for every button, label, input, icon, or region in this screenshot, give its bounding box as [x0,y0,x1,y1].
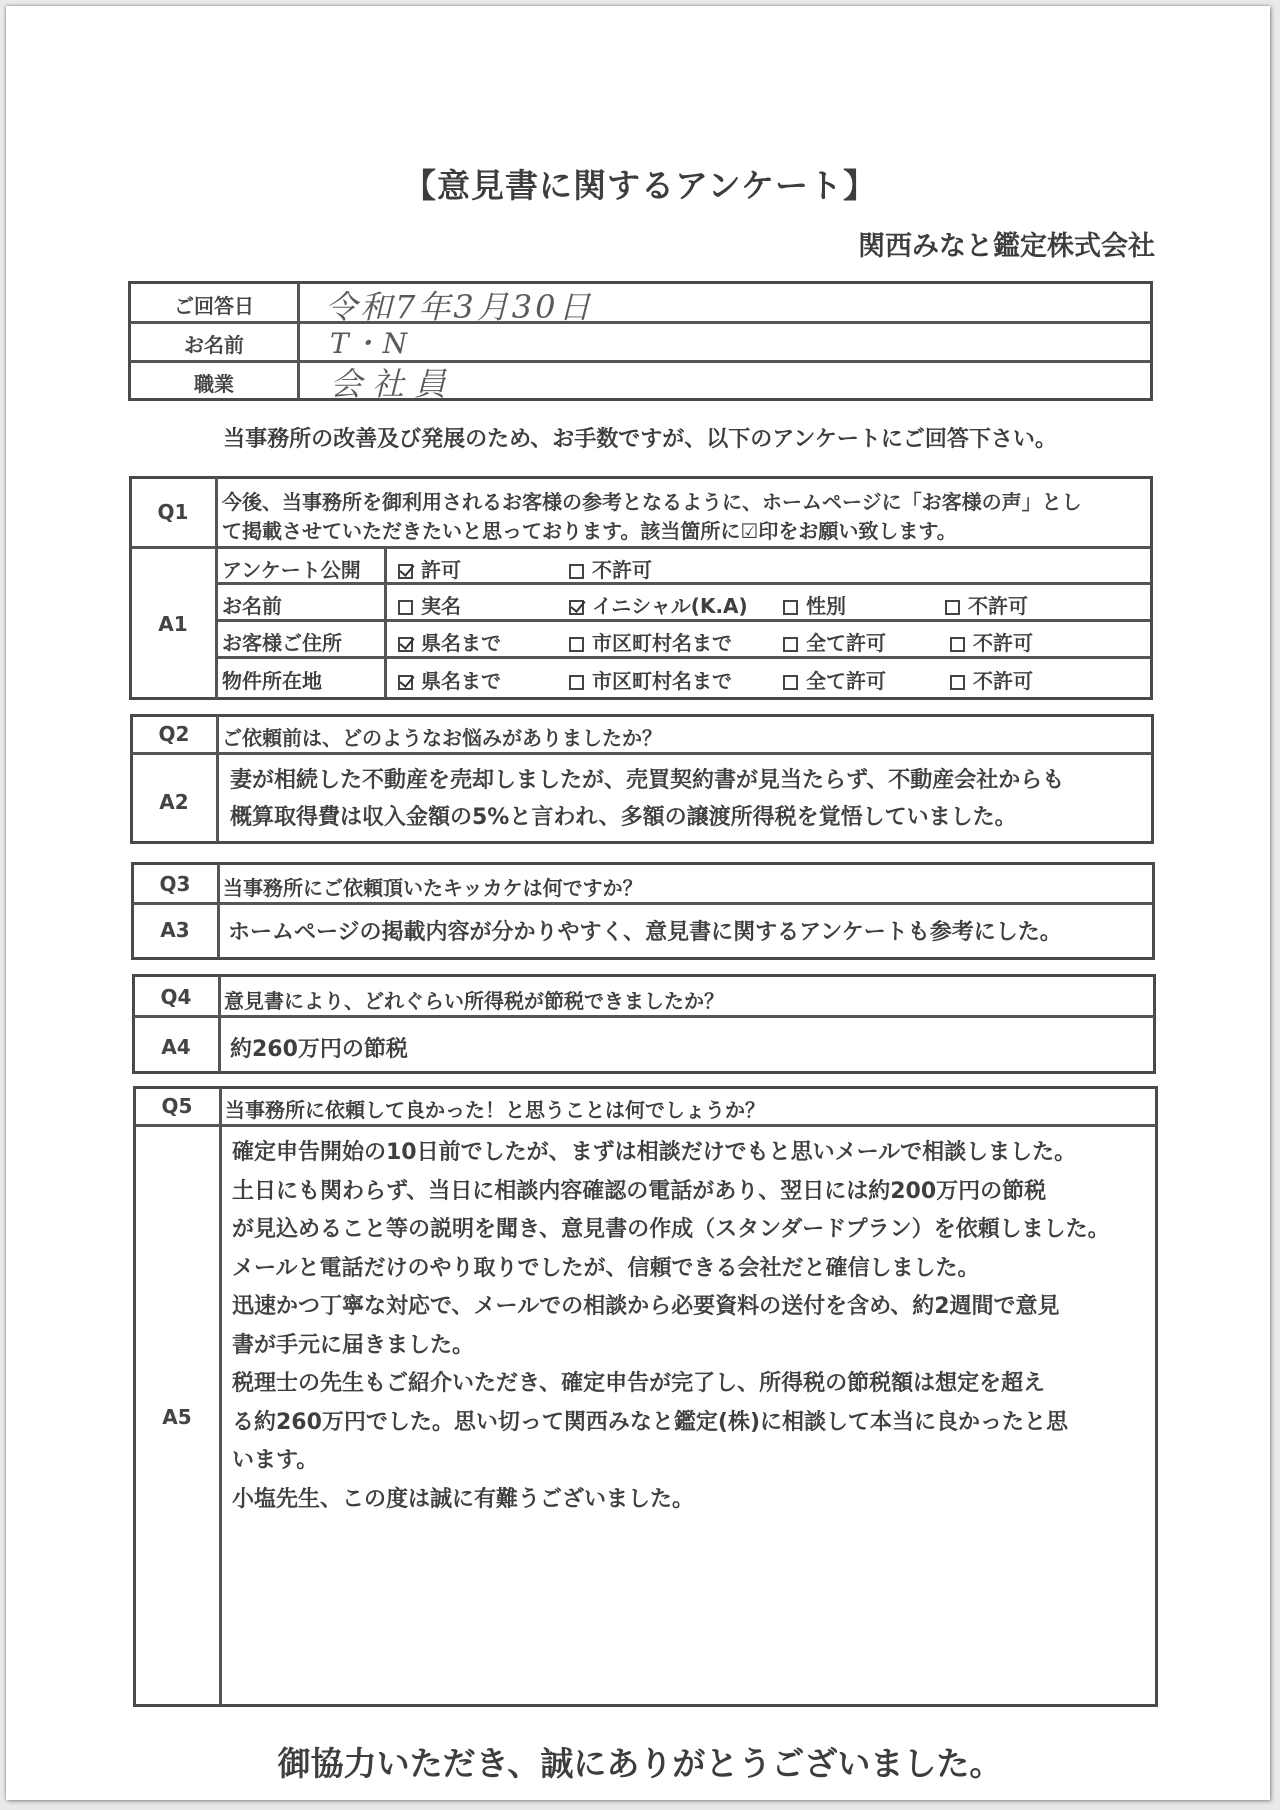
a5-text-line: 迅速かつ丁寧な対応で、メールでの相談から必要資料の送付を含め、約2週間で意見 [232,1294,1060,1319]
a1-row-label-survey-public: アンケート公開 [222,558,361,582]
q-column-divider [216,716,219,842]
intro-text: 当事務所の改善及び発展のため、お手数ですが、以下のアンケートにご回答下さい。 [223,427,1057,452]
q2-a2-divider [132,752,1152,755]
q2-label: Q2 [158,722,190,746]
a1-row-divider [217,656,1151,659]
a1-label-column-divider [384,548,387,698]
checkbox-icon[interactable] [783,675,798,690]
option-address-deny[interactable]: 不許可 [950,627,1033,656]
q3-text: 当事務所にご依頼頂いたキッカケは何ですか？ [223,876,643,900]
q1-label: Q1 [157,500,189,524]
checkbox-icon[interactable] [783,600,798,615]
a2-label: A2 [159,790,189,814]
checkbox-icon[interactable] [569,637,584,652]
occupation-value: 会社員 [330,365,457,403]
q1-text-line-1: 今後、当事務所を御利用されるお客様の参考となるように、ホームページに「お客様の声」とし [222,490,1082,514]
q-column-divider [219,1088,222,1705]
checkbox-icon[interactable] [950,637,965,652]
a1-label: A1 [158,612,188,636]
a4-text: 約260万円の節税 [230,1037,408,1062]
option-address-city[interactable]: 市区町村名まで [569,627,732,656]
a4-label: A4 [161,1035,191,1059]
option-property-deny[interactable]: 不許可 [950,665,1033,694]
option-property-city[interactable]: 市区町村名まで [569,665,732,694]
a2-text-line-2: 概算取得費は収入金額の5%と言われ、多額の譲渡所得税を覚悟していました。 [230,805,1017,830]
checkbox-icon[interactable] [950,675,965,690]
q1-text-line-2: て掲載させていただきたいと思っております。該当箇所に☑印をお願い致します。 [222,519,957,543]
a5-text-line: 確定申告開始の10日前でしたが、まずは相談だけでもと思いメールで相談しました。 [232,1140,1077,1165]
a5-text-line: 小塩先生、この度は誠に有難うございました。 [232,1487,695,1512]
thank-you-footer: 御協力いただき、誠にありがとうございました。 [277,1744,1003,1783]
occupation-label: 職業 [194,372,234,396]
option-survey-public-deny[interactable]: 不許可 [569,554,652,583]
checkbox-icon[interactable] [945,600,960,615]
option-property-prefecture[interactable]: 県名まで [398,665,501,694]
checkbox-checked-icon[interactable] [398,564,413,579]
a5-text-line: 土日にも関わらず、当日に相談内容確認の電話があり、翌日には約200万円の節税 [232,1179,1047,1204]
a1-row-label-customer-address: お客様ご住所 [222,631,342,655]
info-row-divider [130,360,1151,363]
a5-label: A5 [162,1405,192,1429]
checkbox-checked-icon[interactable] [569,600,584,615]
option-name-gender[interactable]: 性別 [783,590,846,619]
option-name-real[interactable]: 実名 [398,590,461,619]
option-name-initials[interactable]: イニシャル(K.A) [569,590,748,619]
a5-text-line: る約260万円でした。思い切って関西みなと鑑定(株)に相談して本当に良かったと思 [232,1410,1069,1435]
checkbox-icon[interactable] [398,600,413,615]
name-value: T・N [330,327,411,360]
q4-label: Q4 [160,985,192,1009]
q-column-divider [217,864,220,958]
option-address-all[interactable]: 全て許可 [783,627,886,656]
option-survey-public-allow[interactable]: 許可 [398,554,461,583]
q-column-divider [215,478,218,698]
a1-row-divider [217,619,1151,622]
a5-text-line: が見込めること等の説明を聞き、意見書の作成（スタンダードプラン）を依頼しました。 [232,1217,1110,1242]
q5-label: Q5 [161,1094,193,1118]
option-property-all[interactable]: 全て許可 [783,665,886,694]
option-name-deny[interactable]: 不許可 [945,590,1028,619]
a5-text-line: メールと電話だけのやり取りでしたが、信頼できる会社だと確信しました。 [232,1256,980,1281]
checkbox-icon[interactable] [783,637,798,652]
q4-text: 意見書により、どれぐらい所得税が節税できましたか？ [224,989,724,1013]
a3-text: ホームページの掲載内容が分かりやすく、意見書に関するアンケートも参考にした。 [228,920,1062,945]
info-column-divider [297,283,300,399]
answer-date-value: 令和7年3月30日 [325,288,594,326]
option-address-prefecture[interactable]: 県名まで [398,627,501,656]
q3-label: Q3 [159,872,191,896]
q4-a4-divider [134,1015,1154,1018]
checkbox-icon[interactable] [569,564,584,579]
a5-text-line: 税理士の先生もご紹介いただき、確定申告が完了し、所得税の節税額は想定を超え [232,1371,1046,1396]
q5-text: 当事務所に依頼して良かった！と思うことは何でしょうか？ [225,1098,765,1122]
a5-text-line: います。 [232,1448,319,1473]
document-title: 【意見書に関するアンケート】 [402,166,878,205]
company-name: 関西みなと鑑定株式会社 [858,231,1155,262]
checkbox-icon[interactable] [569,675,584,690]
checkbox-checked-icon[interactable] [398,675,413,690]
q3-a3-divider [133,902,1153,905]
q1-a1-divider [131,546,1151,549]
q5-a5-divider [135,1124,1156,1127]
q-column-divider [218,976,221,1072]
info-row-divider [130,321,1151,324]
a1-row-label-property-location: 物件所在地 [222,669,322,693]
a5-text-line: 書が手元に届きました。 [232,1333,475,1358]
name-label: お名前 [184,333,244,357]
answer-date-label: ご回答日 [174,294,254,318]
a2-text-line-1: 妻が相続した不動産を売却しましたが、売買契約書が見当たらず、不動産会社からも [230,768,1065,793]
a1-row-label-name: お名前 [222,594,282,618]
checkbox-checked-icon[interactable] [398,637,413,652]
q2-text: ご依頼前は、どのようなお悩みがありましたか？ [222,726,662,750]
a3-label: A3 [160,918,190,942]
